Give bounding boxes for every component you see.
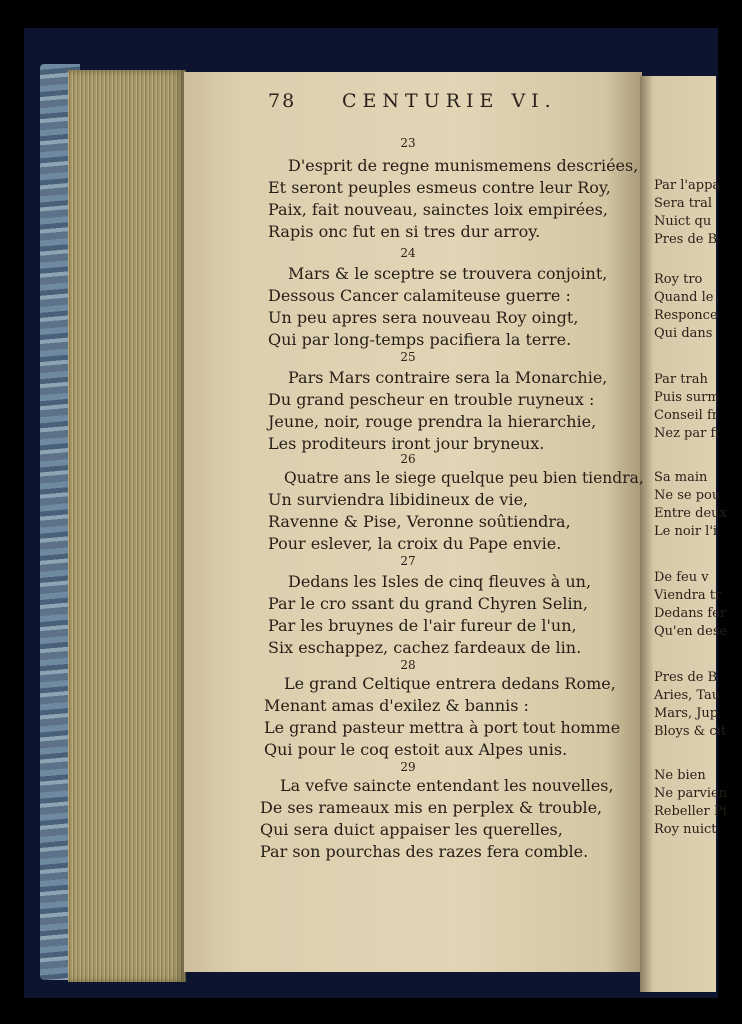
verse-line: Pour eslever, la croix du Pape envie.: [268, 534, 562, 553]
fragment-line: Le noir l'i: [654, 524, 718, 539]
quatrain-number: 27: [400, 554, 416, 568]
fragment-line: Nuict qu: [654, 214, 712, 229]
page-number: 78: [268, 90, 297, 112]
fragment-line: Mars, Jup: [654, 706, 719, 721]
verse-line: Qui sera duict appaiser les querelles,: [260, 820, 563, 839]
fragment-line: Ne se pou: [654, 488, 721, 503]
verse-line: Ravenne & Pise, Veronne soûtiendra,: [268, 512, 571, 531]
fragment-line: Par l'appa: [654, 178, 721, 193]
quatrain-number: 29: [400, 760, 416, 774]
verse-line: Quatre ans le siege quelque peu bien tiendra,: [284, 469, 644, 487]
fragment-line: Bloys & cit: [654, 724, 727, 739]
fragment-line: Ne bien: [654, 768, 706, 783]
fragment-line: Qu'en dese: [654, 624, 728, 639]
verse-line: La vefve saincte entendant les nouvelles,: [280, 776, 614, 795]
fragment-line: De feu v: [654, 570, 709, 585]
fragment-line: Sera tral: [654, 196, 713, 211]
verse-line: Un surviendra libidineux de vie,: [268, 490, 529, 509]
fragment-line: Sa main: [654, 470, 708, 485]
verse-line: Par les bruynes de l'air fureur de l'un,: [268, 616, 577, 635]
verse-line: Menant amas d'exilez & bannis :: [264, 696, 529, 715]
verse-line: Qui par long-temps pacifiera la terre.: [268, 330, 572, 349]
verse-line: Par son pourchas des razes fera comble.: [260, 842, 589, 861]
verse-line: De ses rameaux mis en perplex & trouble,: [260, 798, 603, 817]
verse-line: D'esprit de regne munismemens descriées,: [288, 156, 639, 175]
fragment-line: Roy tro: [654, 272, 703, 287]
fragment-line: Qui dans: [654, 326, 713, 341]
quatrain-number: 26: [400, 452, 416, 466]
fragment-line: Responce: [654, 308, 718, 323]
quatrain-number: 23: [400, 136, 416, 150]
verse-line: Dedans les Isles de cinq fleuves à un,: [288, 572, 592, 591]
fragment-line: Rebeller Pi: [654, 804, 727, 819]
fragment-line: Entre deux: [654, 506, 727, 521]
fragment-line: Puis surm: [654, 390, 720, 405]
verse-line: Mars & le sceptre se trouvera conjoint,: [288, 264, 608, 283]
quatrain-number: 25: [400, 350, 416, 364]
fragment-line: Par trah: [654, 372, 708, 387]
quatrain-number: 24: [400, 246, 416, 260]
verse-line: Jeune, noir, rouge prendra la hierarchie,: [268, 412, 597, 431]
verse-line: Rapis onc fut en si tres dur arroy.: [268, 222, 541, 241]
verse-line: Et seront peuples esmeus contre leur Roy,: [268, 178, 611, 197]
fragment-line: Pres de B: [654, 232, 718, 247]
verse-line: Qui pour le coq estoit aux Alpes unis.: [264, 740, 568, 759]
verse-line: Du grand pescheur en trouble ruyneux :: [268, 390, 595, 409]
verse-line: Les proditeurs iront jour bryneux.: [268, 434, 545, 453]
fragment-line: Aries, Tau: [654, 688, 721, 703]
verse-line: Pars Mars contraire sera la Monarchie,: [288, 368, 608, 387]
page-header: [268, 90, 598, 120]
verse-line: Le grand pasteur mettra à port tout homme: [264, 718, 621, 737]
fragment-line: Quand le: [654, 290, 714, 305]
fragment-line: Conseil fr: [654, 408, 718, 423]
fragment-line: Ne parvien: [654, 786, 728, 801]
fragment-line: Dedans fer: [654, 606, 727, 621]
quatrain-number: 28: [400, 658, 416, 672]
verse-line: Paix, fait nouveau, sainctes loix empirées,: [268, 200, 608, 219]
verse-line: Six eschappez, cachez fardeaux de lin.: [268, 638, 582, 657]
verse-line: Par le cro ssant du grand Chyren Selin,: [268, 594, 588, 613]
page-edges: [68, 70, 186, 982]
fragment-line: Pres de B: [654, 670, 718, 685]
fragment-line: Nez par fi: [654, 426, 720, 441]
fragment-line: Roy nuict: [654, 822, 717, 837]
verse-line: Un peu apres sera nouveau Roy oingt,: [268, 308, 579, 327]
right-page-partial: [640, 76, 728, 992]
fragment-line: Viendra tr: [654, 588, 722, 603]
running-title: CENTURIE VI.: [342, 90, 557, 112]
verse-line: Le grand Celtique entrera dedans Rome,: [284, 674, 616, 693]
verse-line: Dessous Cancer calamiteuse guerre :: [268, 286, 571, 305]
